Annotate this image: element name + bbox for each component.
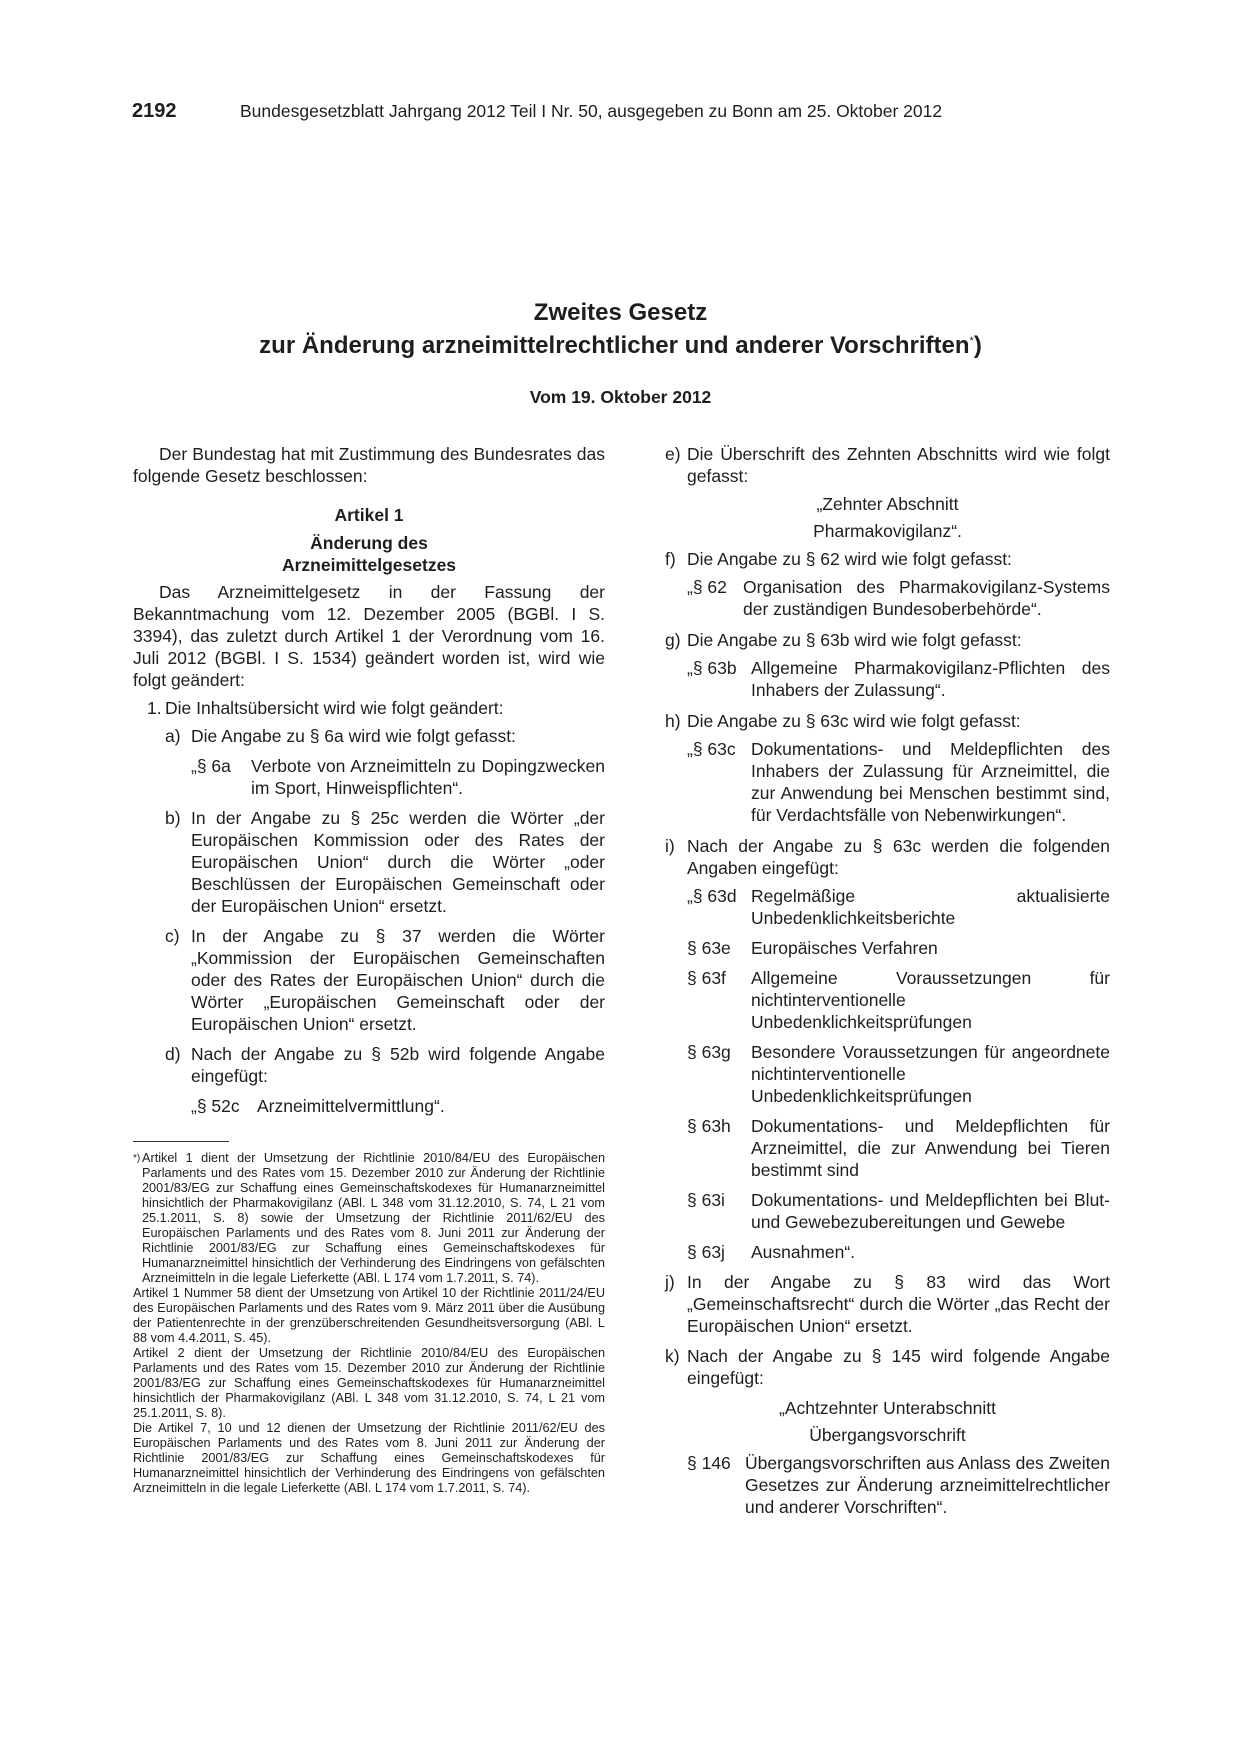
list-item-j	[665, 1271, 1110, 1337]
item-label: e)	[665, 444, 681, 464]
footnote-marker: *)	[133, 1153, 141, 1164]
footnote-rule	[133, 1141, 229, 1142]
enacting-clause: Der Bundestag hat mit Zustimmung des Bundesrates das folgende Gesetz beschlossen:	[133, 444, 605, 486]
item-text: In der Angabe zu § 83 wird das Wort „Gemeinschaftsrecht“ durch die Wörter „das Recht der Europäischen Union“ ersetzt.	[687, 1272, 1110, 1336]
list-item-d	[133, 1043, 605, 1087]
footnote	[133, 1151, 605, 1496]
entry-63g	[665, 1041, 1110, 1107]
footnote-text-4: Die Artikel 7, 10 und 12 dienen der Umsetzung der Richtlinie 2011/62/EU des Europäischen Parlaments und des Rates vom 8. Juni 2011 zur Änderung der Richtlinie 2001/83/EG zur Schaffung eines Gemeinschaftskodexes für Humanarzneimittel hinsichtlich der Verhinderung des Eindringens von gefälschten Arzneimitteln in die legale Lieferkette (ABl. L 174 vom 1.7.2011, S. 74).	[133, 1421, 605, 1495]
page-header	[0, 100, 1241, 130]
entry-paragraph: „§ 6a	[191, 756, 231, 776]
quoted-heading-3: „Achtzehnter Unterabschnitt	[779, 1398, 996, 1418]
title-footnote-marker: *	[969, 335, 974, 347]
entry-146	[665, 1452, 1110, 1518]
law-title-line-1: Zweites Gesetz	[533, 299, 708, 326]
article-title-2: Arzneimittelgesetzes	[281, 555, 457, 575]
list-item-e	[665, 443, 1110, 487]
entry-paragraph: § 63g	[687, 1042, 731, 1062]
list-item-i	[665, 835, 1110, 879]
entry-paragraph: § 63e	[687, 938, 731, 958]
item-label: a)	[165, 726, 181, 746]
entry-paragraph: § 63h	[687, 1116, 731, 1136]
item-label: j)	[665, 1272, 675, 1292]
list-item-h	[665, 710, 1110, 732]
entry-62	[665, 576, 1110, 620]
item-text: Nach der Angabe zu § 145 wird folgende Angabe eingefügt:	[687, 1346, 1110, 1388]
entry-description: Allgemeine Pharmakovigilanz-Pflichten des Inhabers der Zulassung“.	[751, 658, 1110, 700]
item-text: Die Angabe zu § 6a wird wie folgt gefasst:	[191, 726, 516, 746]
quoted-heading-4: Übergangsvorschrift	[809, 1425, 966, 1445]
item-label: i)	[665, 836, 675, 856]
law-date: Vom 19. Oktober 2012	[529, 387, 712, 407]
entry-description: Organisation des Pharmakovigilanz-Systems der zuständigen Bundesoberbehörde“.	[743, 577, 1110, 619]
entry-paragraph: „§ 62	[687, 577, 727, 597]
entry-63b	[665, 657, 1110, 701]
quoted-heading-1: „Zehnter Abschnitt	[816, 494, 959, 514]
law-title-text: zur Änderung arzneimittelrechtlicher und anderer Vorschriften	[259, 332, 970, 359]
left-column	[133, 443, 605, 1496]
list-item-b	[133, 807, 605, 917]
item-text: Die Inhaltsübersicht wird wie folgt geändert:	[165, 698, 504, 718]
right-column	[665, 443, 1110, 1518]
list-item-a	[133, 725, 605, 747]
entry-6a	[133, 755, 605, 799]
entry-description: Dokumentations- und Meldepflichten für Arzneimittel, die zur Anwendung bei Tieren bestimmt sind	[751, 1116, 1110, 1180]
entry-63h	[665, 1115, 1110, 1181]
gazette-header: Bundesgesetzblatt Jahrgang 2012 Teil I Nr. 50, ausgegeben zu Bonn am 25. Oktober 2012	[240, 101, 943, 121]
entry-paragraph: „§ 52c	[191, 1096, 240, 1116]
item-text: Nach der Angabe zu § 63c werden die folgenden Angaben eingefügt:	[687, 836, 1110, 878]
item-text: Die Angabe zu § 62 wird wie folgt gefasst:	[687, 549, 1012, 569]
list-item-c	[133, 925, 605, 1035]
entry-63j	[665, 1241, 1110, 1263]
footnote-text-3: Artikel 2 dient der Umsetzung der Richtlinie 2010/84/EU des Europäischen Parlaments und des Rates vom 15. Dezember 2010 zur Änderung der Richtlinie 2001/83/EG zur Schaffung eines Gemeinschaftskodexes für Humanarzneimittel hinsichtlich der Pharmakovigilanz (ABl. L 348 vom 31.12.2010, S. 74, L 21 vom 25.1.2011, S. 8).	[133, 1346, 605, 1420]
footnote-first-paragraph	[133, 1151, 605, 1286]
entry-paragraph: § 63i	[687, 1190, 725, 1210]
item-text: Die Angabe zu § 63c wird wie folgt gefasst:	[687, 711, 1021, 731]
item-text: Die Überschrift des Zehnten Abschnitts wird wie folgt gefasst:	[687, 444, 1110, 486]
article-heading: Artikel 1	[334, 505, 404, 525]
list-item-f	[665, 548, 1110, 570]
law-title-line-2	[0, 327, 1241, 360]
entry-63f	[665, 967, 1110, 1033]
item-text: In der Angabe zu § 37 werden die Wörter „Kommission der Europäischen Gemeinschaften oder des Rates der Europäischen Union“ durch die Wörter „Europäischen Gemeinschaft oder der Europäischen Union“ ersetzt.	[191, 926, 605, 1034]
item-label: f)	[665, 549, 676, 569]
entry-63i	[665, 1189, 1110, 1233]
entry-paragraph: § 63f	[687, 968, 726, 988]
item-label: d)	[165, 1044, 181, 1064]
entry-63e	[665, 937, 1110, 959]
entry-description: Dokumentations- und Meldepflichten bei Blut- und Gewebezubereitungen und Gewebe	[751, 1190, 1110, 1232]
item-text: Die Angabe zu § 63b wird wie folgt gefasst:	[687, 630, 1022, 650]
entry-description: Übergangsvorschriften aus Anlass des Zweiten Gesetzes zur Änderung arzneimittelrechtlicher und anderer Vorschriften“.	[745, 1453, 1110, 1517]
entry-paragraph: § 63j	[687, 1242, 725, 1262]
list-item-g	[665, 629, 1110, 651]
list-item-1	[133, 697, 605, 719]
entry-description: Regelmäßige aktualisierte Unbedenklichkeitsberichte	[751, 886, 1110, 928]
footnote-text-1: Artikel 1 dient der Umsetzung der Richtlinie 2010/84/EU des Europäischen Parlaments und des Rates vom 15. Dezember 2010 zur Änderung der Richtlinie 2001/83/EG zur Schaffung eines Gemeinschaftskodexes für Humanarzneimittel hinsichtlich der Pharmakovigilanz (ABl. L 348 vom 31.12.2010, S. 74, L 21 vom 25.1.2011, S. 8) sowie der Umsetzung der Richtlinie 2011/62/EU des Europäischen Parlaments und des Rates vom 8. Juni 2011 zur Änderung der Richtlinie 2001/83/EG zur Schaffung eines Gemeinschaftskodexes für Humanarzneimittel hinsichtlich der Verhinderung des Eindringens von gefälschten Arzneimitteln in die legale Lieferkette (ABl. L 174 vom 1.7.2011, S. 74).	[142, 1151, 605, 1285]
entry-paragraph: § 146	[687, 1453, 731, 1473]
entry-description: Europäisches Verfahren	[751, 938, 938, 958]
entry-52c	[133, 1095, 605, 1117]
item-text: Nach der Angabe zu § 52b wird folgende Angabe eingefügt:	[191, 1044, 605, 1086]
article-title-1: Änderung des	[310, 533, 428, 553]
entry-paragraph: „§ 63c	[687, 739, 736, 759]
list-item-k	[665, 1345, 1110, 1389]
entry-description: Verbote von Arzneimitteln zu Dopingzwecken im Sport, Hinweispflichten“.	[251, 756, 605, 798]
article-intro: Das Arzneimittelgesetz in der Fassung der Bekanntmachung vom 12. Dezember 2005 (BGBl. I S. 3394), das zuletzt durch Artikel 1 der Verordnung vom 16. Juli 2012 (BGBl. I S. 1534) geändert worden ist, wird wie folgt geändert:	[133, 582, 605, 690]
title-footnote-paren: )	[973, 332, 982, 359]
page-number: 2192	[132, 100, 177, 122]
entry-paragraph: „§ 63d	[687, 886, 737, 906]
entry-63d	[665, 885, 1110, 929]
item-text: In der Angabe zu § 25c werden die Wörter „der Europäischen Kommission oder des Rates der Europäischen Union“ durch die Wörter „oder Beschlüssen der Europäischen Gemeinschaft oder der Europäischen Union“ ersetzt.	[191, 808, 605, 916]
entry-description: Allgemeine Voraussetzungen für nichtinterventionelle Unbedenklichkeitsprüfungen	[751, 968, 1110, 1032]
entry-paragraph: „§ 63b	[687, 658, 737, 678]
entry-description: Arzneimittelvermittlung“.	[257, 1096, 445, 1116]
item-label: 1.	[147, 698, 162, 718]
entry-description: Dokumentations- und Meldepflichten des Inhabers der Zulassung für Arzneimittel, die zur Anwendung bei Menschen bestimmt sind, für Verdachtsfälle von Nebenwirkungen“.	[751, 739, 1110, 825]
item-label: h)	[665, 711, 681, 731]
item-label: b)	[165, 808, 181, 828]
item-label: k)	[665, 1346, 680, 1366]
item-label: g)	[665, 630, 681, 650]
quoted-heading-2: Pharmakovigilanz“.	[813, 521, 962, 541]
entry-description: Besondere Voraussetzungen für angeordnete nichtinterventionelle Unbedenklichkeitsprüfungen	[751, 1042, 1110, 1106]
footnote-text-2: Artikel 1 Nummer 58 dient der Umsetzung von Artikel 10 der Richtlinie 2011/24/EU des Europäischen Parlaments und des Rates vom 9. März 2011 über die Ausübung der Patientenrechte in der grenzüberschreitenden Gesundheitsversorgung (ABl. L 88 vom 4.4.2011, S. 45).	[133, 1286, 605, 1345]
item-label: c)	[165, 926, 180, 946]
entry-63c	[665, 738, 1110, 826]
title-block	[0, 298, 1241, 408]
entry-description: Ausnahmen“.	[751, 1242, 856, 1262]
